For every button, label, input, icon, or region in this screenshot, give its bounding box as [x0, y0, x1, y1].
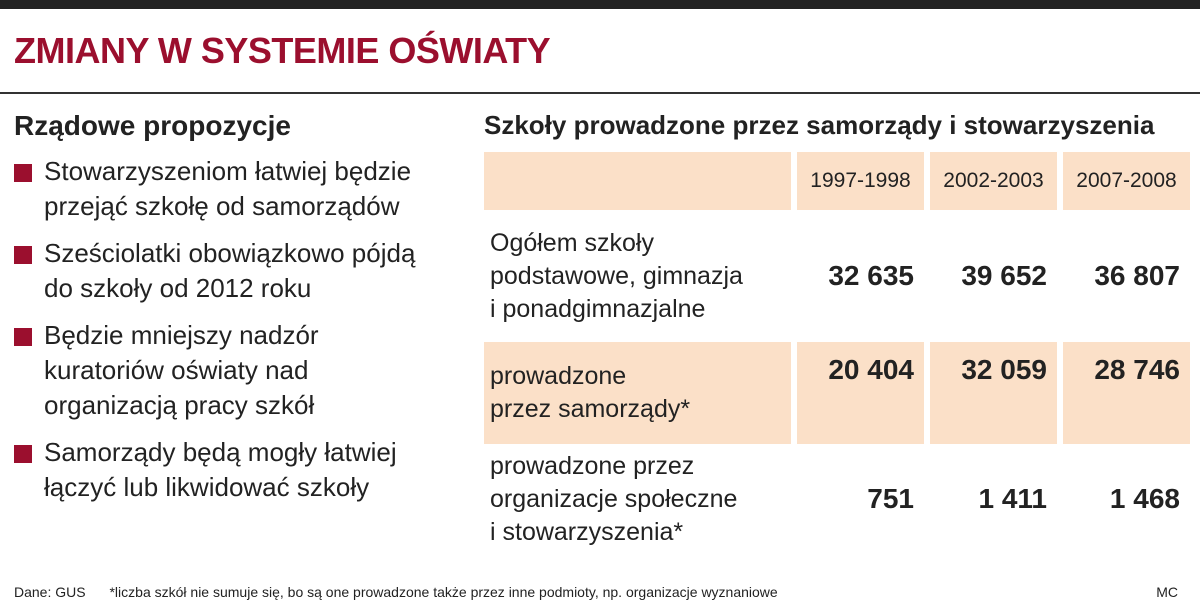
row-label-line: podstawowe, gimnazja	[490, 261, 743, 290]
table-row	[484, 444, 1190, 552]
schools-table-panel	[484, 110, 1190, 546]
footnote: *liczba szkół nie sumuje się, bo są one prowadzone także przez inne podmioty, np. organizacje wyznaniowe	[109, 584, 778, 600]
row-label	[484, 210, 791, 340]
top-bar	[0, 0, 1200, 9]
row-label-line: przez samorządy*	[490, 395, 691, 423]
table-row	[484, 340, 1190, 444]
proposal-line: Będzie mniejszy nadzór	[44, 320, 319, 350]
author-credit: MC	[1156, 584, 1178, 600]
proposal-item	[14, 435, 454, 505]
value-cell: 39 652	[924, 210, 1057, 340]
proposal-line: Samorządy będą mogły łatwiej	[44, 437, 397, 467]
proposal-line: organizacją pracy szkół	[44, 390, 315, 420]
proposal-item	[14, 154, 454, 224]
proposal-line: kuratoriów oświaty nad	[44, 355, 309, 385]
header-blank-cell	[484, 152, 791, 210]
row-label-line: organizacje społeczne	[490, 484, 738, 513]
proposal-line: przejąć szkołę od samorządów	[44, 191, 400, 221]
square-bullet-icon	[14, 328, 32, 346]
value-cell: 32 059	[924, 340, 1057, 444]
schools-table	[484, 152, 1190, 552]
square-bullet-icon	[14, 246, 32, 264]
table-heading: Szkoły prowadzone przez samorządy i stowarzyszenia	[484, 110, 1155, 140]
proposal-item	[14, 318, 454, 423]
square-bullet-icon	[14, 445, 32, 463]
column-header: 2002-2003	[924, 152, 1057, 210]
column-header: 2007-2008	[1057, 152, 1190, 210]
value-cell: 28 746	[1057, 340, 1190, 444]
value-cell: 751	[791, 444, 924, 552]
proposal-line: do szkoły od 2012 roku	[44, 273, 312, 303]
row-label-line: i stowarzyszenia*	[490, 517, 684, 546]
value-cell: 1 411	[924, 444, 1057, 552]
row-label-line: prowadzone	[490, 362, 627, 390]
value-cell: 36 807	[1057, 210, 1190, 340]
row-label-line: prowadzone przez	[490, 451, 695, 480]
proposal-line: Stowarzyszeniom łatwiej będzie	[44, 156, 412, 186]
value-cell: 32 635	[791, 210, 924, 340]
proposals-heading: Rządowe propozycje	[14, 110, 291, 141]
table-header-row	[484, 152, 1190, 210]
proposals-panel	[14, 110, 454, 517]
row-label	[484, 340, 791, 444]
title-rule	[0, 92, 1200, 94]
footer	[14, 584, 1186, 600]
row-label	[484, 444, 791, 552]
row-label-line: Ogółem szkoły	[490, 228, 654, 257]
value-cell: 20 404	[791, 340, 924, 444]
page-title: ZMIANY W SYSTEMIE OŚWIATY	[14, 30, 551, 71]
square-bullet-icon	[14, 164, 32, 182]
proposal-item	[14, 236, 454, 306]
table-row	[484, 210, 1190, 340]
value-cell: 1 468	[1057, 444, 1190, 552]
row-label-line: i ponadgimnazjalne	[490, 294, 706, 323]
proposal-line: Sześciolatki obowiązkowo pójdą	[44, 238, 416, 268]
data-source: Dane: GUS	[14, 584, 86, 600]
proposal-line: łączyć lub likwidować szkoły	[44, 472, 370, 502]
column-header: 1997-1998	[791, 152, 924, 210]
